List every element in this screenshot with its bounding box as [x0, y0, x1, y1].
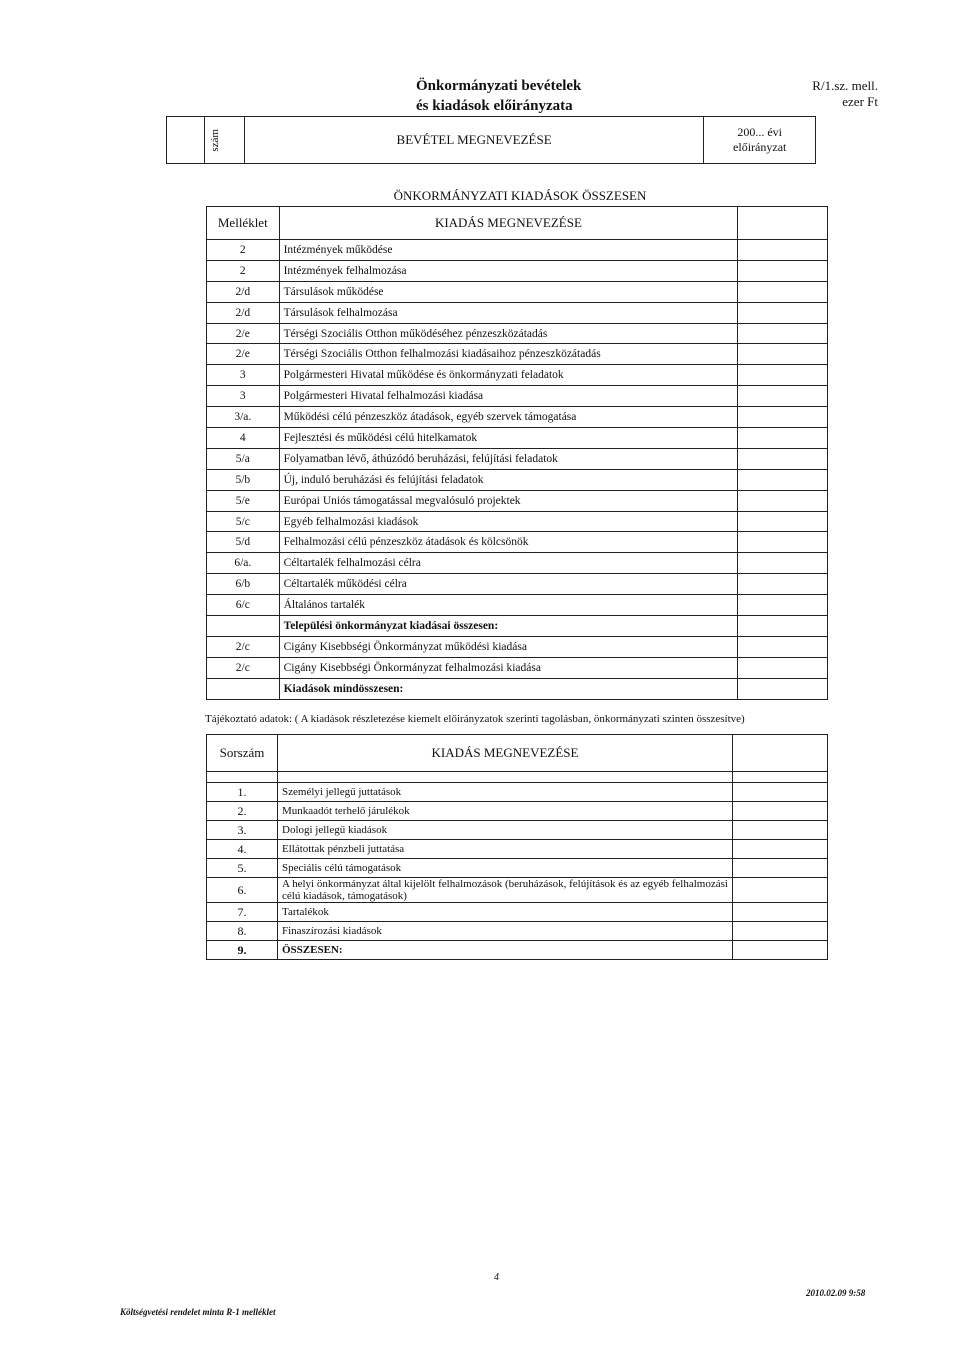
table-header-row — [207, 735, 828, 772]
table-row — [207, 574, 828, 595]
attachment-ref: 2/e — [207, 323, 280, 344]
spacer-cell — [278, 772, 733, 783]
value-cell — [738, 553, 828, 574]
attachment-ref: 2/c — [207, 657, 280, 678]
expenditure-label: ÖSSZESEN: — [278, 941, 733, 960]
expenditure-label: Speciális célú támogatások — [278, 859, 733, 878]
attachment-ref: 5/d — [207, 532, 280, 553]
table-row — [207, 407, 828, 428]
expenditure-label: Társulások felhalmozása — [279, 302, 738, 323]
expenditure-label: Céltartalék működési célra — [279, 574, 738, 595]
table-row — [207, 903, 828, 922]
expenditure-label: Személyi jellegű juttatások — [278, 783, 733, 802]
table-row — [207, 922, 828, 941]
serial-number: 9. — [207, 941, 278, 960]
ref-line-1: R/1.sz. mell. — [812, 78, 878, 93]
value-cell — [733, 821, 828, 840]
expenditure-label: Európai Uniós támogatással megvalósuló projektek — [279, 490, 738, 511]
footer-timestamp: 2010.02.09 9:58 — [806, 1288, 866, 1298]
table-row — [207, 386, 828, 407]
attachment-ref: 4 — [207, 428, 280, 449]
expenditure-summary-table — [206, 206, 828, 700]
value-cell — [733, 922, 828, 941]
attachment-ref: 2/e — [207, 344, 280, 365]
value-cell — [738, 344, 828, 365]
value-cell — [733, 878, 828, 903]
attachment-ref — [207, 616, 280, 637]
table-row — [207, 616, 828, 637]
value-cell — [738, 407, 828, 428]
table-row — [207, 840, 828, 859]
attachment-ref: 2 — [207, 240, 280, 261]
footer-document-name: Költségvetési rendelet minta R-1 melléklet — [120, 1307, 276, 1317]
table-row — [207, 365, 828, 386]
expenditure-label: Cigány Kisebbségi Önkormányzat felhalmozási kiadása — [279, 657, 738, 678]
expenditure-label: Új, induló beruházási és felújítási feladatok — [279, 469, 738, 490]
table-row — [207, 490, 828, 511]
spacer-cell — [207, 772, 278, 783]
serial-number: 5. — [207, 859, 278, 878]
spacer-row — [207, 772, 828, 783]
value-cell — [733, 783, 828, 802]
value-cell — [738, 365, 828, 386]
table-row — [207, 821, 828, 840]
attachment-ref — [207, 678, 280, 699]
value-cell — [738, 657, 828, 678]
table-row — [207, 323, 828, 344]
value-cell — [733, 941, 828, 960]
value-cell — [733, 802, 828, 821]
expenditure-label: Egyéb felhalmozási kiadások — [279, 511, 738, 532]
value-cell — [738, 469, 828, 490]
section-title: ÖNKORMÁNYZATI KIADÁSOK ÖSSZESEN — [393, 188, 647, 203]
budget-label: előirányzat — [733, 140, 787, 154]
table-row — [207, 448, 828, 469]
serial-number: 1. — [207, 783, 278, 802]
table-header-row — [207, 207, 828, 240]
serial-number: 7. — [207, 903, 278, 922]
expenditure-label: Intézmények működése — [279, 240, 738, 261]
table-row — [207, 941, 828, 960]
attachment-ref: 2/d — [207, 281, 280, 302]
table-row — [207, 783, 828, 802]
value-cell — [738, 448, 828, 469]
value-cell — [738, 678, 828, 699]
value-cell — [738, 511, 828, 532]
table-row — [207, 878, 828, 903]
expenditure-label: Intézmények felhalmozása — [279, 260, 738, 281]
column-header-value — [738, 207, 828, 240]
serial-number: 8. — [207, 922, 278, 941]
value-cell — [738, 616, 828, 637]
table-row — [207, 678, 828, 699]
expenditure-label: Tartalékok — [278, 903, 733, 922]
attachment-ref: 6/a. — [207, 553, 280, 574]
header-budget-cell — [704, 117, 816, 164]
attachment-ref: 6/b — [207, 574, 280, 595]
value-cell — [738, 302, 828, 323]
informational-note: Tájékoztató adatok: ( A kiadások részletezése kiemelt előirányzatok szerinti tagolásban, önkormányzati szinten összesítve) — [205, 713, 745, 725]
expenditure-label: Munkaadót terhelő járulékok — [278, 802, 733, 821]
expenditure-label: Általános tartalék — [279, 595, 738, 616]
attachment-ref: 6/c — [207, 595, 280, 616]
value-cell — [733, 903, 828, 922]
table-row — [207, 302, 828, 323]
column-header-attachment: Melléklet — [207, 207, 280, 240]
table-row — [207, 469, 828, 490]
value-cell — [738, 428, 828, 449]
expenditure-label: Fejlesztési és működési célú hitelkamatok — [279, 428, 738, 449]
expenditure-label: Finaszírozási kiadások — [278, 922, 733, 941]
value-cell — [738, 532, 828, 553]
attachment-reference — [800, 78, 878, 110]
attachment-ref: 5/b — [207, 469, 280, 490]
expenditure-label: Felhalmozási célú pénzeszköz átadások és kölcsönök — [279, 532, 738, 553]
attachment-ref: 5/e — [207, 490, 280, 511]
serial-number: 6. — [207, 878, 278, 903]
expenditure-label: Ellátottak pénzbeli juttatása — [278, 840, 733, 859]
table-row — [207, 428, 828, 449]
title-line-1: Önkormányzati bevételek — [416, 78, 582, 94]
value-cell — [738, 323, 828, 344]
attachment-ref: 5/c — [207, 511, 280, 532]
value-cell — [738, 281, 828, 302]
column-header-name: KIADÁS MEGNEVEZÉSE — [278, 735, 733, 772]
table-row — [207, 553, 828, 574]
table-row — [207, 260, 828, 281]
expenditure-label: Települési önkormányzat kiadásai összesen: — [279, 616, 738, 637]
expenditure-label: Térségi Szociális Otthon felhalmozási kiadásaihoz pénzeszközátadás — [279, 344, 738, 365]
document-title — [416, 76, 581, 116]
table-row — [207, 802, 828, 821]
value-cell — [738, 386, 828, 407]
expenditure-detail-table — [206, 734, 828, 960]
serial-number: 4. — [207, 840, 278, 859]
expenditure-label: Polgármesteri Hivatal működése és önkormányzati feladatok — [279, 365, 738, 386]
expenditure-label: Cigány Kisebbségi Önkormányzat működési kiadása — [279, 636, 738, 657]
serial-number: 2. — [207, 802, 278, 821]
revenue-header-table — [166, 116, 816, 164]
header-name-cell: BEVÉTEL MEGNEVEZÉSE — [244, 117, 704, 164]
expenditure-label: Céltartalék felhalmozási célra — [279, 553, 738, 574]
expenditure-label: Térségi Szociális Otthon működéséhez pénzeszközátadás — [279, 323, 738, 344]
attachment-ref: 5/a — [207, 448, 280, 469]
value-cell — [733, 859, 828, 878]
spacer-cell — [733, 772, 828, 783]
table-row — [207, 595, 828, 616]
header-empty-cell — [167, 117, 205, 164]
table-row — [207, 657, 828, 678]
attachment-ref: 2/d — [207, 302, 280, 323]
column-header-serial: Sorszám — [207, 735, 278, 772]
value-cell — [738, 574, 828, 595]
expenditure-label: Folyamatban lévő, áthúzódó beruházási, felújítási feladatok — [279, 448, 738, 469]
table-row — [207, 511, 828, 532]
expenditure-label: Dologi jellegű kiadások — [278, 821, 733, 840]
header-number-cell — [204, 117, 244, 164]
value-cell — [738, 240, 828, 261]
attachment-ref: 2/c — [207, 636, 280, 657]
column-header-name: KIADÁS MEGNEVEZÉSE — [279, 207, 738, 240]
budget-year-label: 200... évi — [737, 125, 783, 139]
expenditure-label: Polgármesteri Hivatal felhalmozási kiadása — [279, 386, 738, 407]
table-row — [207, 859, 828, 878]
ref-line-2: ezer Ft — [842, 94, 878, 109]
value-cell — [738, 260, 828, 281]
value-cell — [738, 490, 828, 511]
table-row — [207, 532, 828, 553]
serial-number: 3. — [207, 821, 278, 840]
value-cell — [738, 636, 828, 657]
column-header-value — [733, 735, 828, 772]
value-cell — [733, 840, 828, 859]
table-row — [207, 636, 828, 657]
title-line-2: és kiadások előirányzata — [416, 98, 573, 114]
expenditure-label: Kiadások mindösszesen: — [279, 678, 738, 699]
attachment-ref: 2 — [207, 260, 280, 281]
table-row — [207, 281, 828, 302]
expenditure-label: Társulások működése — [279, 281, 738, 302]
table-row — [207, 344, 828, 365]
header-number-label: szám — [208, 128, 221, 152]
attachment-ref: 3 — [207, 386, 280, 407]
value-cell — [738, 595, 828, 616]
expenditure-label: A helyi önkormányzat által kijelölt felhalmozások (beruházások, felújítások és az egyéb felhalmozási célú kiadások, támogatások) — [278, 878, 733, 903]
table-row — [207, 240, 828, 261]
attachment-ref: 3/a. — [207, 407, 280, 428]
expenditure-label: Működési célú pénzeszköz átadások, egyéb szervek támogatása — [279, 407, 738, 428]
page-number: 4 — [494, 1272, 499, 1283]
attachment-ref: 3 — [207, 365, 280, 386]
